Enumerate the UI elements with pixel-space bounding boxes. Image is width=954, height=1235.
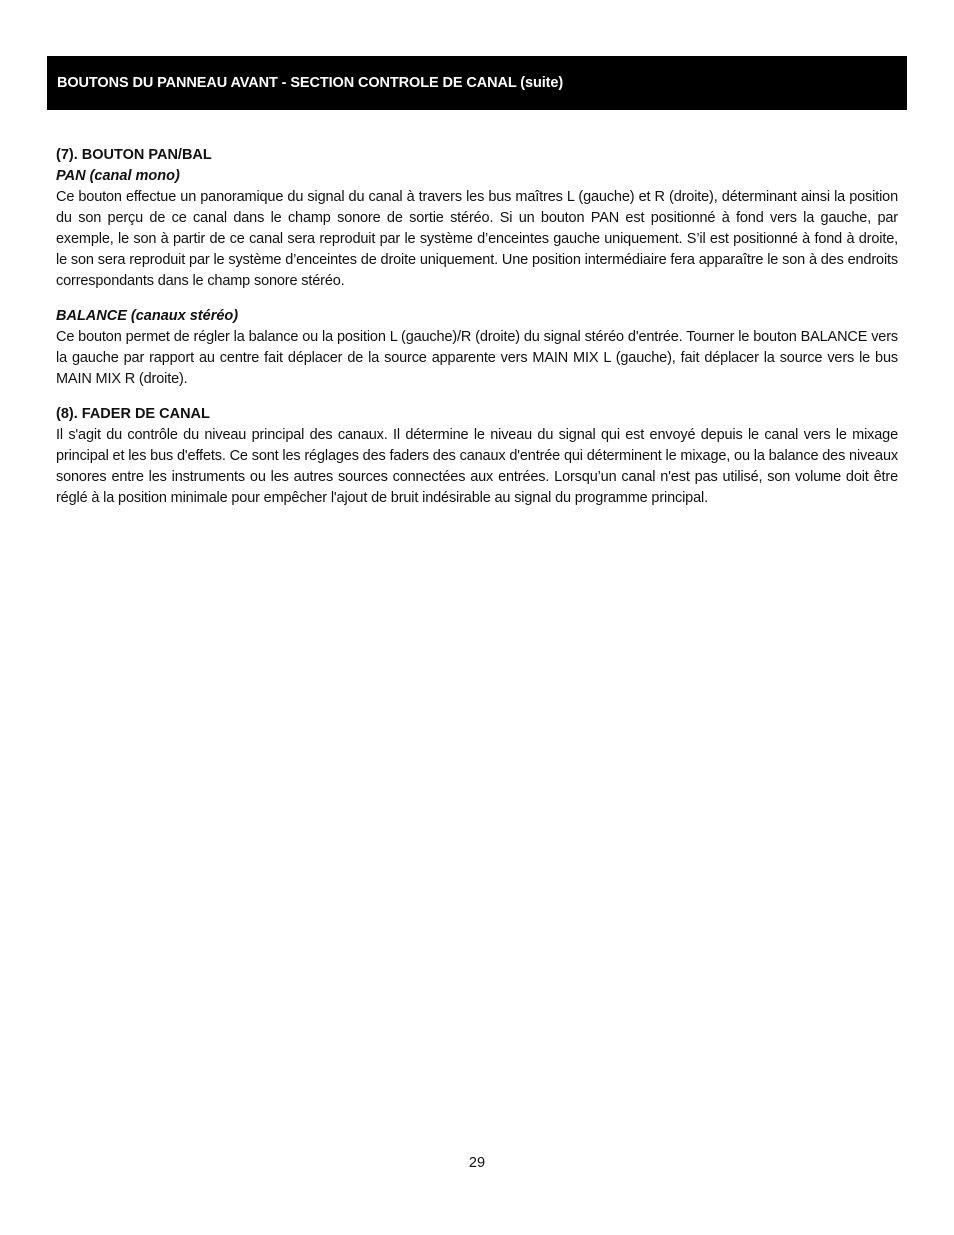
sub-heading: BALANCE (canaux stéréo) — [56, 308, 239, 324]
paragraph: Ce bouton permet de régler la balance ou la position L (gauche)/R (droite) du signal stéréo d'entrée. Tourner le bouton BALANCE vers la gauche par rapport au centre fait déplacer de la source apparente vers MAIN MIX L (gauche), fait déplacer la source vers le bus MAIN MIX R (droite). — [56, 329, 898, 387]
pan-block — [56, 166, 898, 292]
section-header-bar — [47, 56, 907, 110]
section-header-title: BOUTONS DU PANNEAU AVANT - SECTION CONTROLE DE CANAL (suite) — [57, 75, 564, 91]
paragraph: Il s'agit du contrôle du niveau principal des canaux. Il détermine le niveau du signal qui est envoyé depuis le canal vers le mixage principal et les bus d'effets. Ce sont les réglages des faders des canaux d'entrée qui déterminent le mixage, ou la balance des niveaux sonores entre les instruments ou les autres sources connectées aux entrées. Lorsqu’un canal n'est pas utilisé, son volume doit être réglé à la position minimale pour empêcher l'ajout de bruit indésirable au signal du programme principal. — [56, 427, 898, 506]
sub-heading: PAN (canal mono) — [56, 168, 180, 184]
section-heading: (7). BOUTON PAN/BAL — [56, 147, 212, 163]
section-heading: (8). FADER DE CANAL — [56, 406, 210, 422]
balance-block — [56, 306, 898, 390]
page-number: 29 — [468, 1155, 486, 1171]
page-content — [56, 145, 898, 523]
section-pan-bal — [56, 145, 898, 390]
fader-block — [56, 425, 898, 509]
section-fader — [56, 404, 898, 509]
paragraph: Ce bouton effectue un panoramique du signal du canal à travers les bus maîtres L (gauche) et R (droite), déterminant ainsi la position du son perçu de ce canal dans le champ sonore de sortie stéréo. Si un bouton PAN est positionné à fond vers la gauche, par exemple, le son à partir de ce canal sera reproduit par le système d’enceintes gauche uniquement. S’il est positionné à fond à droite, le son sera reproduit par le système d’enceintes de droite uniquement. Une position intermédiaire fera apparaître le son à des endroits correspondants dans le champ sonore stéréo. — [56, 189, 898, 289]
